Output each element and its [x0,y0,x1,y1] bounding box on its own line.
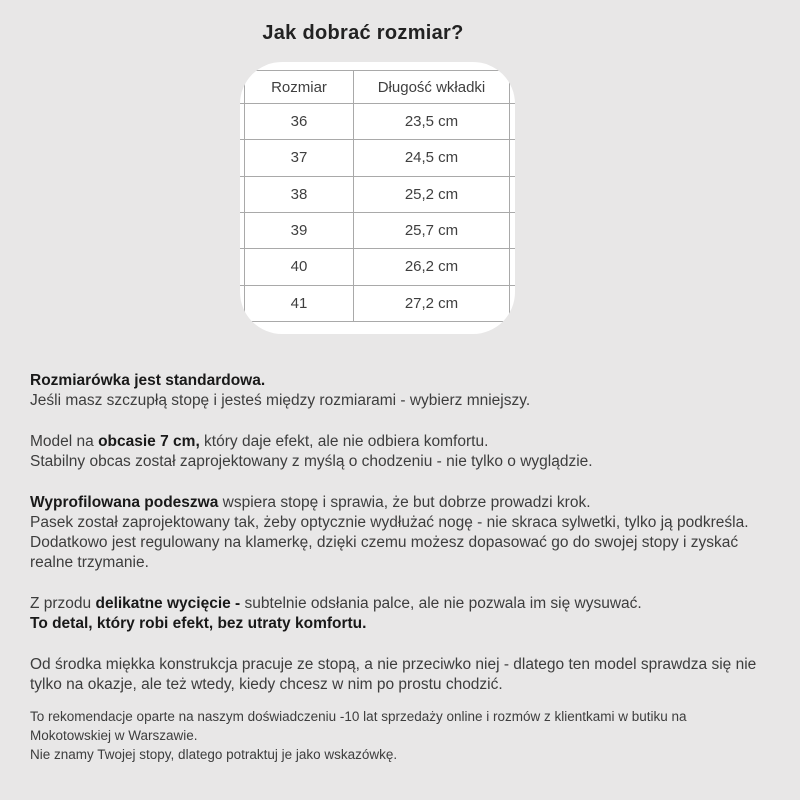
size-cell: 40 [245,249,354,285]
size-table-header-row [240,71,515,104]
footnote-disclaimer: Nie znamy Twojej stopy, dlatego potraktuj je jako wskazówkę. [30,747,398,762]
table-row [240,212,515,248]
heel-line: Model na obcasie 7 cm, który daje efekt, ale nie odbiera komfortu. [30,433,489,450]
footnote-experience: To rekomendacje oparte na naszym doświadczeniu -10 lat sprzedaży online i rozmów z klientkami w butiku na Mokotowskiej w Warszawie. [30,709,687,743]
table-row [240,285,515,321]
paragraph-toe [30,594,775,634]
clipped-cell [510,140,516,176]
table-row [240,104,515,140]
table-row [240,249,515,285]
clipped-cell [510,176,516,212]
size-cell: 37 [245,140,354,176]
length-cell: 26,2 cm [354,249,510,285]
heel-height: obcasie 7 cm, [98,433,200,450]
size-table-card [240,62,515,334]
toe-line: Z przodu delikatne wycięcie - subtelnie odsłania palce, ale nie pozwala im się wysuwać. [30,595,642,612]
paragraph-sole-strap [30,493,775,573]
clipped-cell [510,71,516,104]
sole-feature: Wyprofilowana podeszwa [30,494,219,511]
length-cell: 25,2 cm [354,176,510,212]
strap-description: Pasek został zaprojektowany tak, żeby optycznie wydłużać nogę - nie skraca sylwetki, tylko ją podkreśla. Dodatkowo jest regulowany na klamerkę, dzięki czemu możesz dopasować go do swojej stopy i zyskać realne trzymanie. [30,514,749,571]
paragraph-comfort: Od środka miękka konstrukcja pracuje ze stopą, a nie przeciwko niej - dlatego ten model sprawdza się nie tylko na okazje, ale też wtedy, kiedy chcesz w nim po prostu chodzić. [30,656,757,693]
length-cell: 27,2 cm [354,285,510,321]
paragraph-sizing [30,371,775,411]
toe-detail: To detal, który robi efekt, bez utraty komfortu. [30,615,367,632]
size-table [240,70,515,322]
sizing-advice: Jeśli masz szczupłą stopę i jesteś między rozmiarami - wybierz mniejszy. [30,392,531,409]
clipped-cell [510,249,516,285]
size-cell: 39 [245,212,354,248]
table-row [240,140,515,176]
toe-feature: delikatne wycięcie - [95,595,241,612]
sole-line: Wyprofilowana podeszwa wspiera stopę i sprawia, że but dobrze prowadzi krok. [30,494,591,511]
heel-stability: Stabilny obcas został zaprojektowany z myślą o chodzeniu - nie tylko o wyglądzie. [30,453,593,470]
length-column-header: Długość wkładki [354,71,510,104]
clipped-cell [510,104,516,140]
clipped-cell [510,285,516,321]
sizing-statement: Rozmiarówka jest standardowa. [30,372,266,389]
length-cell: 23,5 cm [354,104,510,140]
description-text [30,371,775,764]
length-cell: 24,5 cm [354,140,510,176]
length-cell: 25,7 cm [354,212,510,248]
clipped-cell [510,212,516,248]
size-cell: 36 [245,104,354,140]
size-cell: 38 [245,176,354,212]
size-column-header: Rozmiar [245,71,354,104]
page-title: Jak dobrać rozmiar? [262,22,464,44]
size-cell: 41 [245,285,354,321]
footnote [30,707,730,764]
table-row [240,176,515,212]
paragraph-heel [30,432,775,472]
